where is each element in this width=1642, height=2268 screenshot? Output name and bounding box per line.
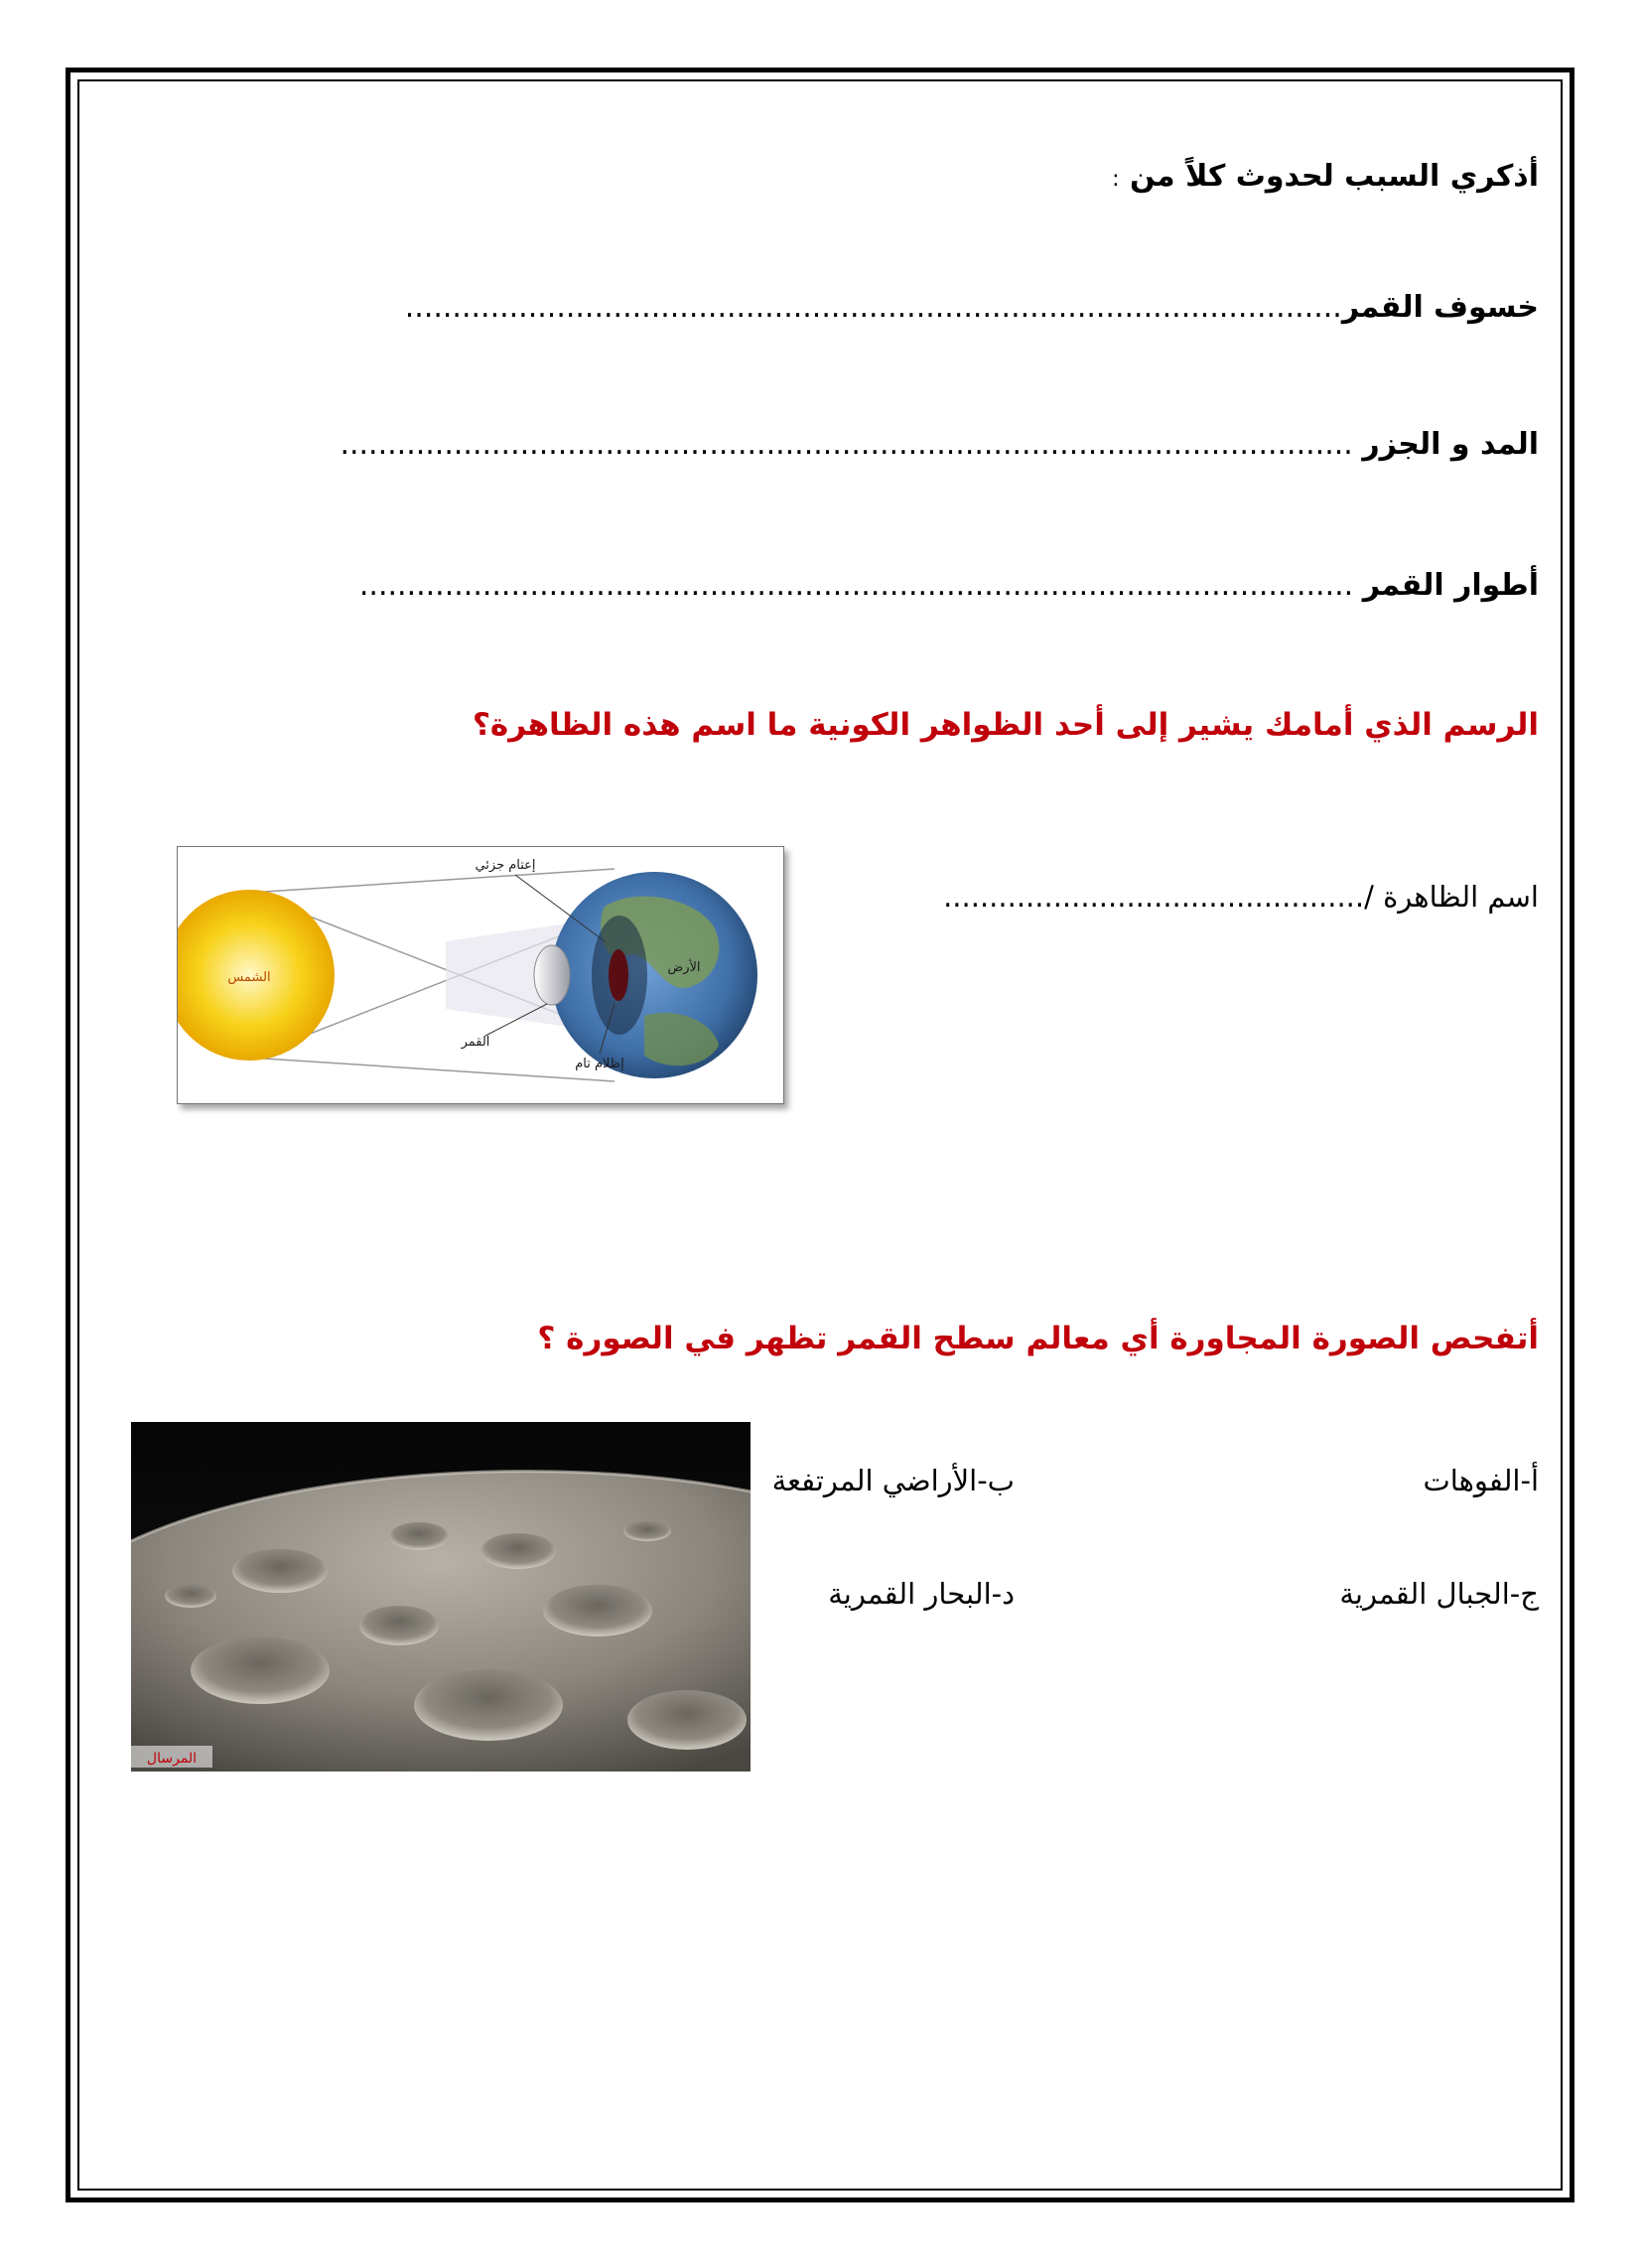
q3-option-a[interactable]: أ-الفوهات	[1423, 1464, 1539, 1497]
q2-heading: الرسم الذي أمامك يشير إلى أحد الظواهر الكونية ما اسم هذه الظاهرة؟	[472, 707, 1539, 743]
q2-answer-label: اسم الظاهرة /	[1364, 880, 1539, 914]
sun-label: الشمس	[227, 970, 271, 985]
q1-heading	[1112, 159, 1539, 194]
answer-dots[interactable]: ..............................................	[943, 880, 1365, 914]
q1-heading-text: أذكري السبب لحدوث كلاً من	[1130, 159, 1539, 194]
q3-heading: أتفحص الصورة المجاورة أي معالم سطح القمر تظهر في الصورة ؟	[537, 1321, 1539, 1356]
umbra-label: إظلام تام	[575, 1057, 624, 1071]
q1-item-label: أطوار القمر	[1362, 568, 1539, 603]
q2-answer-line	[943, 880, 1539, 914]
q1-item-eclipse	[405, 290, 1539, 325]
partial-shadow-label: إعتام جزئي	[475, 858, 536, 873]
moon-shape	[534, 945, 570, 1005]
answer-dots[interactable]: ...........................................................................................................	[340, 427, 1353, 462]
q1-item-tides	[340, 427, 1539, 462]
lunar-eclipse-diagram	[177, 846, 784, 1104]
eclipse-svg	[178, 847, 783, 1103]
moon-surface-photo	[131, 1422, 751, 1772]
q1-item-label: خسوف القمر	[1341, 290, 1539, 325]
q3-option-d[interactable]: د-البحار القمرية	[828, 1577, 1015, 1611]
answer-dots[interactable]: .........................................................................................................	[358, 568, 1354, 603]
q3-option-b[interactable]: ب-الأراضي المرتفعة	[771, 1464, 1015, 1497]
moon-surface-svg	[131, 1422, 751, 1772]
watermark-label: المرسال	[146, 1751, 198, 1767]
earth-label: الأرض	[667, 960, 701, 975]
q1-item-label: المد و الجزر	[1362, 427, 1539, 462]
q1-colon: :	[1112, 167, 1120, 192]
q1-item-phases	[359, 568, 1539, 603]
q3-option-c[interactable]: ج-الجبال القمرية	[1339, 1577, 1539, 1611]
moon-label: القمر	[461, 1035, 490, 1050]
answer-dots[interactable]: ...................................................................................................	[404, 290, 1342, 325]
page-border-inner	[77, 79, 1563, 2191]
